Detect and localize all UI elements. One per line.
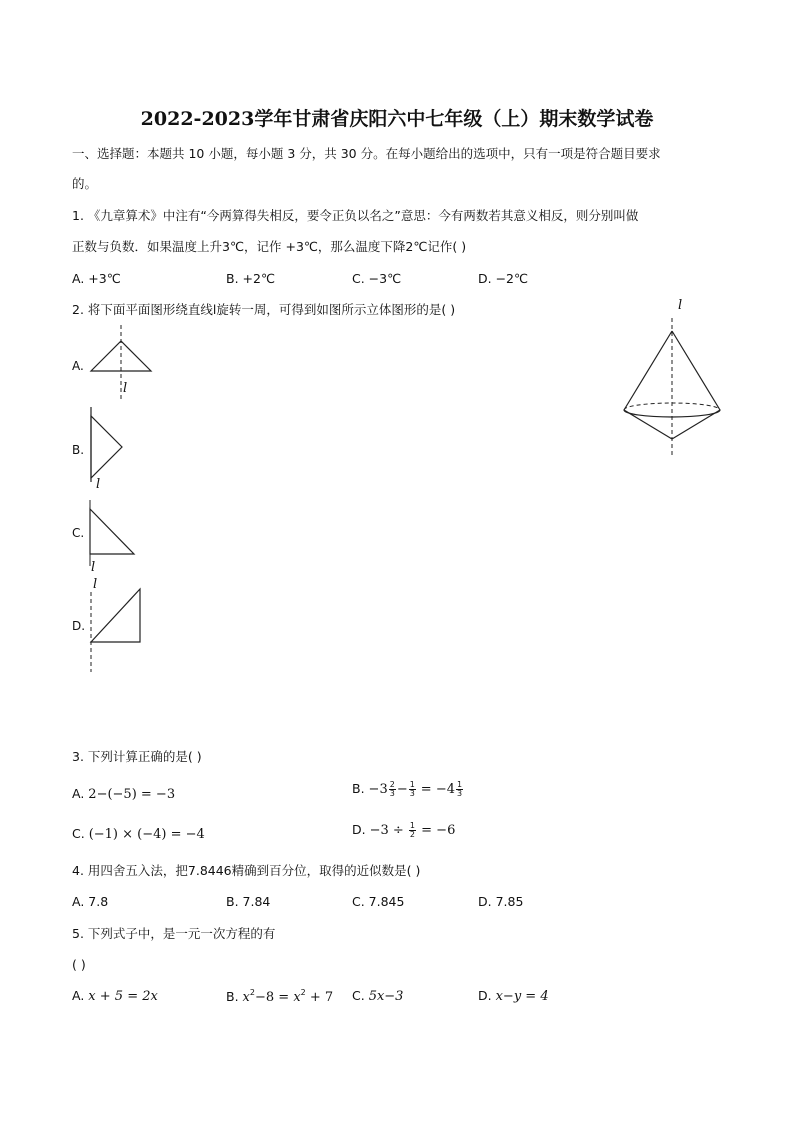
q1-stem-line1: 1. 《九章算术》中注有“今两算得失相反，要令正负以名之”意思：今有两数若其意义相反，则分别叫做 [72,208,639,223]
section-header-line1: 一、选择题：本题共 10 小题，每小题 3 分，共 30 分。在每小题给出的选项中，只有一项是符合题目要求 [72,146,661,161]
q2-option-a-axis-label: l [123,381,128,396]
q2-stem: 2. 将下面平面图形绕直线l旋转一周，可得到如图所示立体图形的是( ) [72,302,456,317]
q5-option-b-mid: −8 = [254,990,294,1005]
q4-option-b: B. 7.84 [226,894,271,909]
q5-option-c-label: C. [352,988,365,1003]
page-title: 2022-2023学年甘肃省庆阳六中七年级（上）期末数学试卷 [140,108,654,130]
q5-option-a-label: A. [72,988,85,1003]
q3-option-a-label: A. [72,786,85,801]
q5-option-b [226,988,333,1005]
q3-option-d-post: = −6 [417,823,456,838]
q5-option-b-x2: x [293,990,301,1005]
q5-option-b-post: + 7 [305,990,334,1005]
q5-option-b-label: B. [226,989,239,1004]
q3-stem: 3. 下列计算正确的是( ) [72,749,202,764]
q2-option-b-label: B. [72,443,85,457]
q2-option-b-axis-label: l [96,477,101,492]
q3-option-b-frac2: $\frac{1}{3}$ [409,780,415,798]
q2-option-d-figure [91,589,140,672]
q5-option-a [72,988,158,1004]
q3-option-b-mid: − [396,782,408,797]
q2-option-b-figure [91,407,122,482]
q3-option-b-eq: = −4 [420,782,455,797]
q5-option-b-x1: x [242,990,250,1005]
double-cone-figure [624,318,720,455]
q4-option-a: A. 7.8 [72,894,109,909]
q1-option-a: A. +3℃ [72,271,121,286]
q1-option-c: C. −3℃ [352,271,402,286]
q3-option-d-label: D. [352,822,366,837]
q1-option-b: B. +2℃ [226,271,275,286]
q3-option-b-frac3: $\frac{1}{3}$ [457,780,463,798]
q5-option-d-label: D. [478,988,492,1003]
q5-option-d [478,988,549,1004]
q3-option-c-expr: (−1) × (−4) = −4 [88,827,205,842]
q2-option-d-label: D. [72,619,86,633]
q3-option-a [72,786,175,802]
q2-option-a-label: A. [72,359,84,373]
q5-option-c-expr: 5x−3 [368,989,404,1004]
q5-option-d-expr: x−y = 4 [495,989,549,1004]
cone-axis-label: l [678,298,683,313]
q2-option-c-figure [90,500,134,566]
q3-option-d [352,822,455,839]
q2-option-c-axis-label: l [91,560,96,575]
q5-option-a-expr: x + 5 = 2x [88,989,158,1004]
q5-option-b-sup1: 2 [249,988,255,997]
q5-option-b-sup2: 2 [300,988,306,997]
q3-option-d-frac: $\frac{1}{2}$ [409,821,416,839]
q2-option-c-label: C. [72,526,85,540]
q5-answer-paren: ( ) [72,957,86,972]
q4-option-c: C. 7.845 [352,894,405,909]
q4-option-d: D. 7.85 [478,894,524,909]
q3-option-b-pre: −3 [368,782,388,797]
q1-option-d: D. −2℃ [478,271,529,286]
q3-option-c [72,826,205,842]
q3-option-a-expr: 2−(−5) = −3 [88,787,176,802]
q5-option-c [352,988,403,1004]
q3-option-b [352,781,464,798]
q3-option-d-pre: −3 ÷ [369,823,408,838]
q3-option-b-frac1: $\frac{2}{3}$ [389,780,395,798]
section-header-line2: 的。 [72,176,98,191]
q1-stem-line2: 正数与负数．如果温度上升3℃，记作 +3℃，那么温度下降2℃记作( ) [72,239,467,254]
q3-option-c-label: C. [72,826,85,841]
q4-stem: 4. 用四舍五入法，把7.8446精确到百分位，取得的近似数是( ) [72,863,421,878]
q5-stem: 5. 下列式子中，是一元一次方程的有 [72,926,276,941]
q2-option-d-axis-label: l [93,577,98,592]
q2-option-a-figure [91,325,151,402]
q3-option-b-label: B. [352,781,365,796]
